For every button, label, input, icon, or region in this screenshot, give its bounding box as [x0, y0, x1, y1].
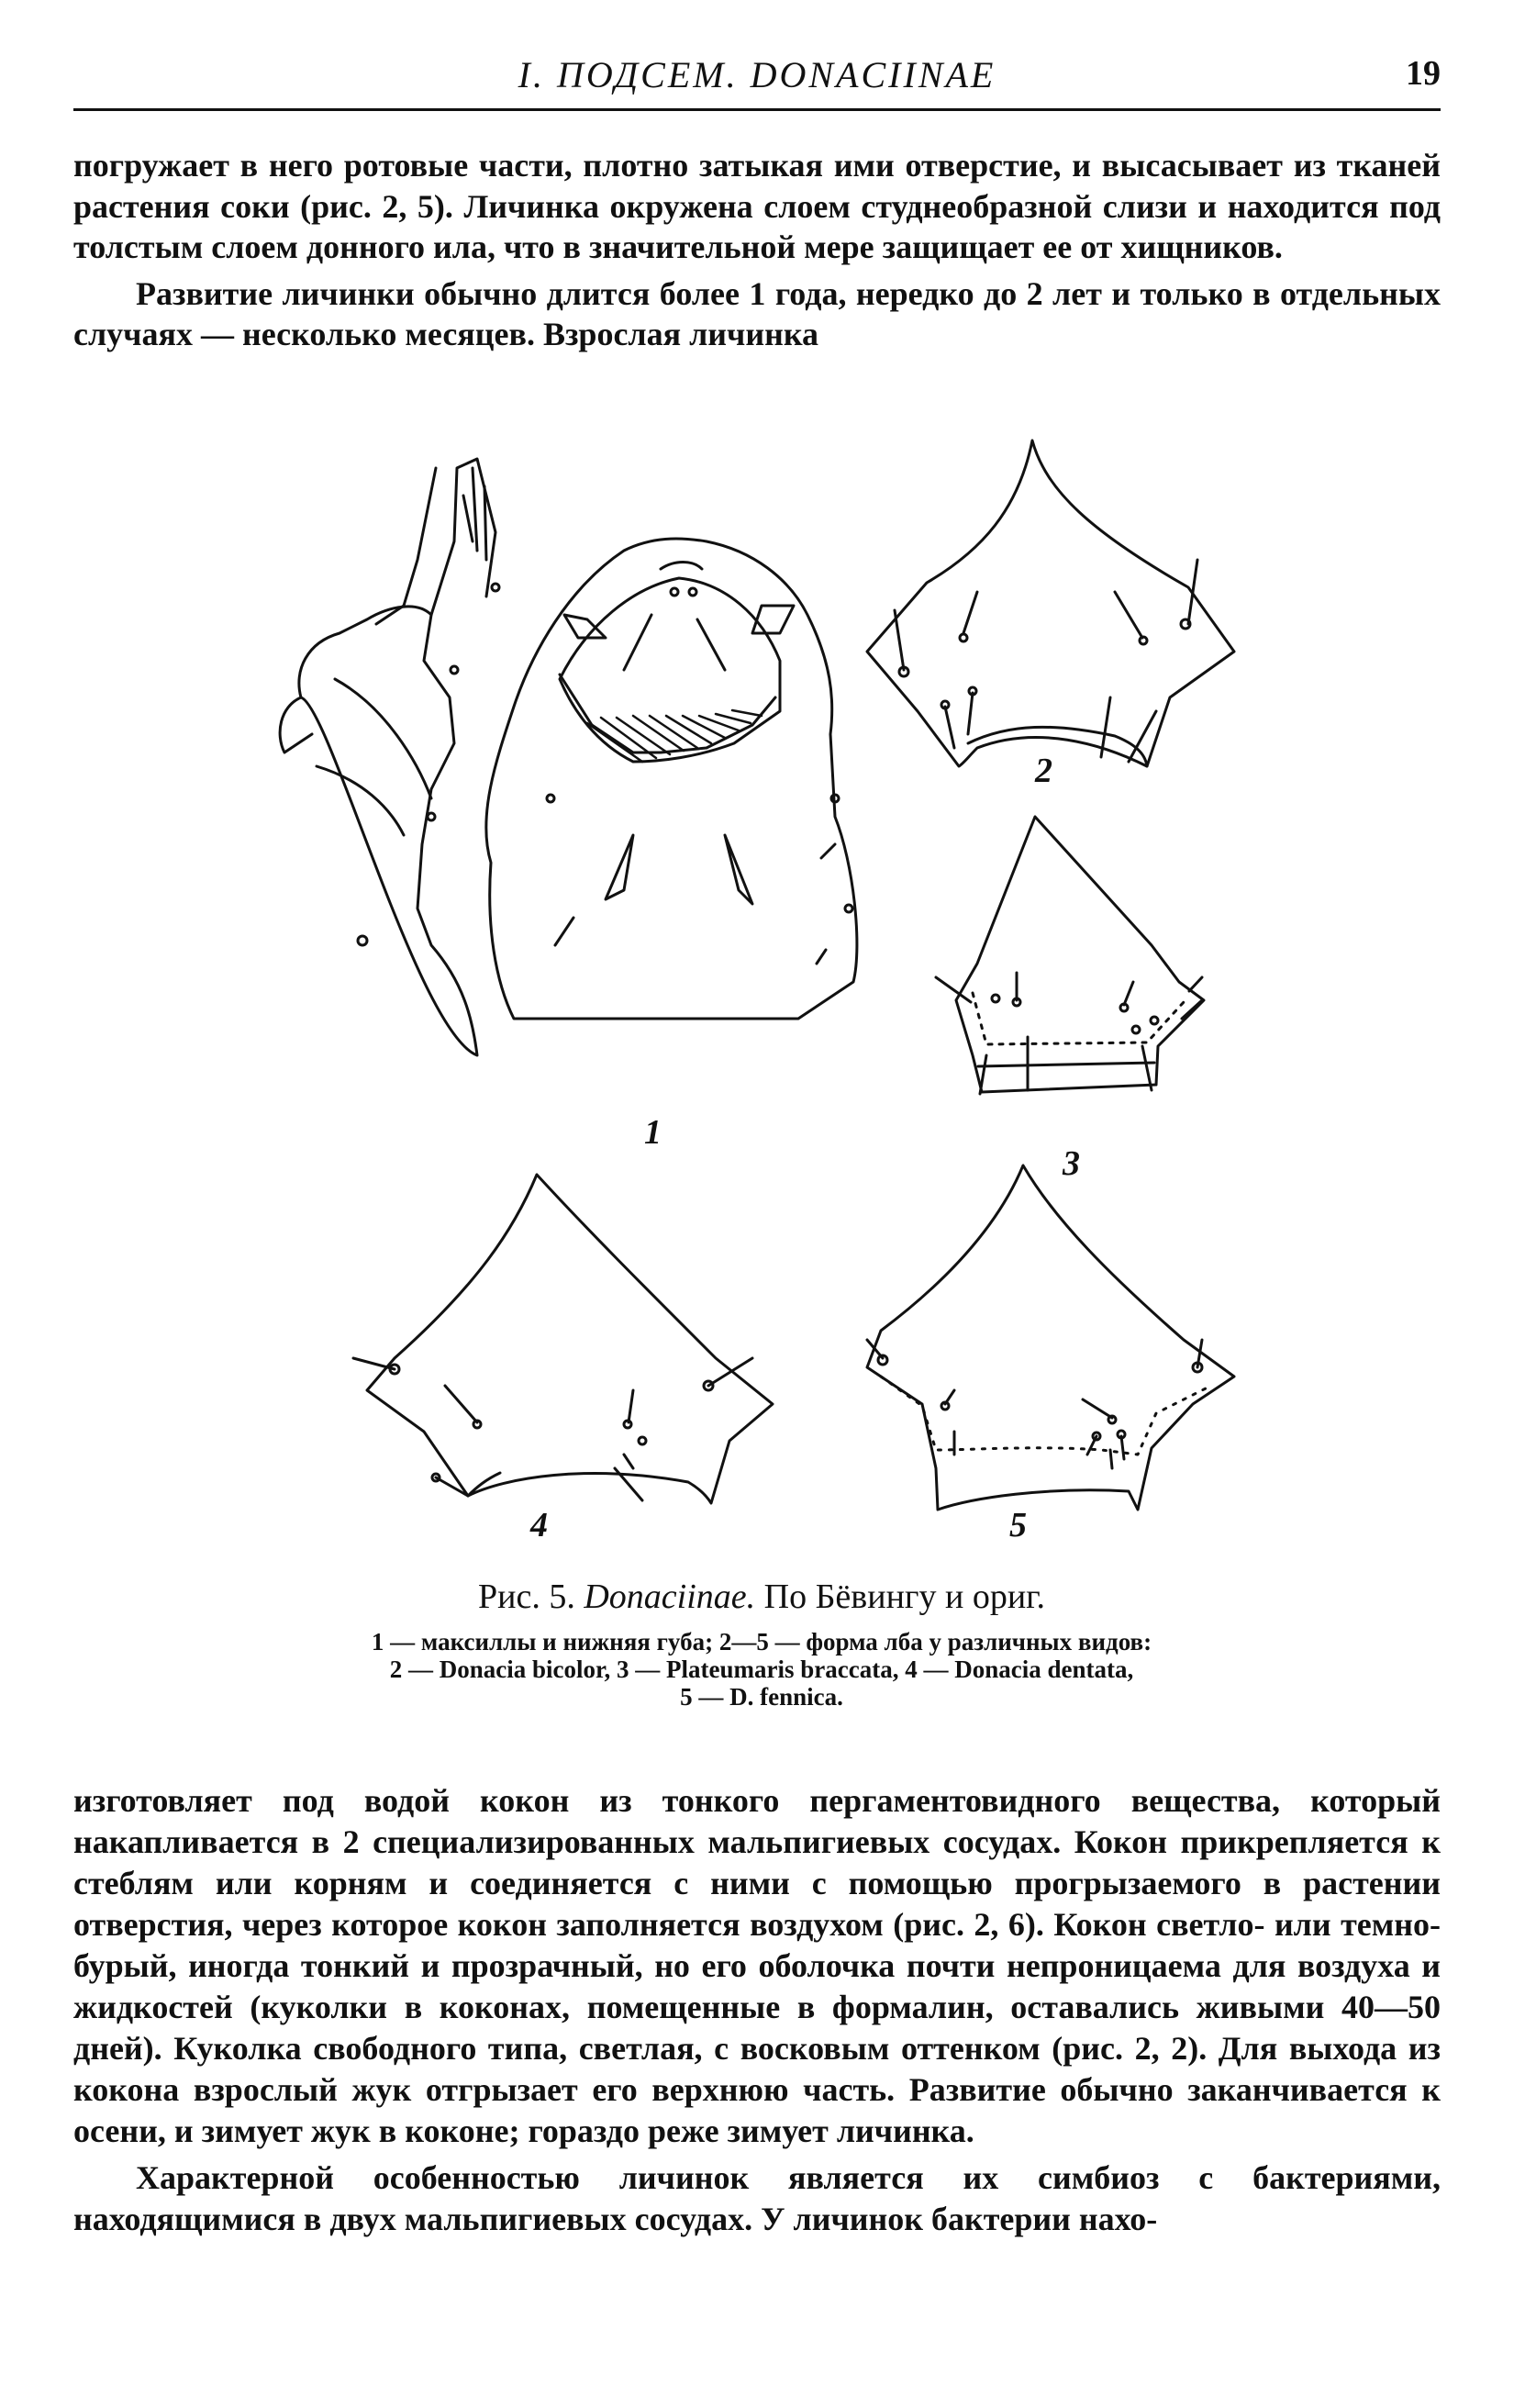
- figure-label-4: 4: [530, 1506, 548, 1544]
- running-head: [73, 53, 1441, 111]
- caption-suffix: По Бёвингу и ориг.: [763, 1577, 1045, 1616]
- drawing-1-maxilla-labium: [280, 459, 857, 1055]
- text-block-bottom: [73, 1780, 1441, 2240]
- drawing-2-frons: [867, 440, 1234, 766]
- legend-line: 2 — Donacia bicolor, 3 — Plateumaris braccata, 4 — Donacia dentata,: [389, 1656, 1134, 1683]
- legend-line: 5 — D. fennica.: [680, 1683, 843, 1711]
- figure-label-5: 5: [1009, 1506, 1027, 1544]
- legend-line: 1 — максиллы и нижняя губа; 2—5 — форма лба у различных видов:: [371, 1628, 1152, 1656]
- running-title: I. ПОДСЕМ. DONACIINAE: [518, 54, 996, 95]
- figure-label-2: 2: [1035, 752, 1052, 790]
- drawing-4-frons: [353, 1175, 773, 1503]
- caption-taxon: Donaciinae.: [584, 1577, 756, 1616]
- figure-drawings: [0, 431, 1525, 1578]
- paragraph: Развитие личинки обычно длится более 1 года, нередко до 2 лет и только в отдельных случаях — несколько месяцев. Взрослая личинка: [73, 274, 1441, 352]
- caption-prefix: Рис. 5.: [478, 1577, 575, 1616]
- figure-caption-legend: [211, 1628, 1312, 1711]
- page-number: 19: [1406, 54, 1441, 93]
- figure-label-1: 1: [644, 1113, 662, 1152]
- drawing-3-frons: [936, 817, 1204, 1094]
- paragraph: погружает в него ротовые части, плотно затыкая ими отверстие, и высасывает из тканей растения соки (рис. 2, 5). Личинка окружена слоем студнеобразной слизи и находится под толстым слоем донного ила, что в значительной мере защищает ее от хищников.: [73, 147, 1441, 265]
- text-block-top: [73, 145, 1441, 355]
- figure-caption-title: [211, 1577, 1312, 1617]
- figure-5: [0, 431, 1525, 1578]
- paragraph: изготовляет под водой кокон из тонкого пергаментовидного вещества, который накапливается в 2 специализированных мальпигиевых сосудах. Кокон прикрепляется к стеблям или корням и соединяется с ними с помощью прогрызаемого в растении отверстия, через которое кокон заполняется воздухом (рис. 2, 6). Кокон светло- или темно-бурый, иногда тонкий и прозрачный, но его оболочка почти непроницаема для воздуха и жидкостей (куколки в коконах, помещенные в формалин, оставались живыми 40—50 дней). Куколка свободного типа, светлая, с восковым оттенком (рис. 2, 2). Для выхода из кокона взрослый жук отгрызает его верхнюю часть. Развитие обычно заканчивается к осени, и зимует жук в коконе; гораздо реже зимует личинка.: [73, 1782, 1441, 2149]
- paragraph: Характерной особенностью личинок является их симбиоз с бактериями, находящимися в двух мальпигиевых сосудах. У личинок бактерии нахо-: [73, 2159, 1441, 2237]
- figure-label-3: 3: [1063, 1144, 1080, 1183]
- drawing-5-frons: [867, 1165, 1234, 1510]
